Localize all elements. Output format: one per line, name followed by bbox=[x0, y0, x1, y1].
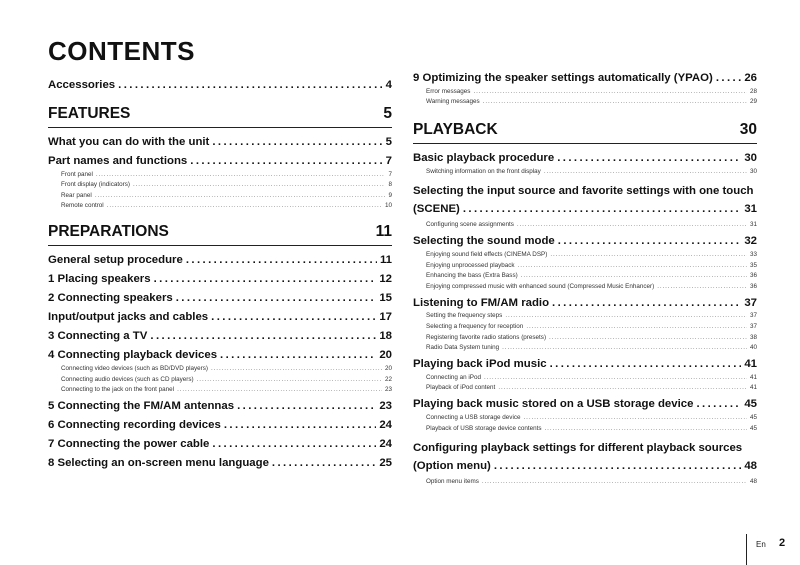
dot-leader bbox=[133, 181, 386, 188]
toc-entry-page: 32 bbox=[744, 235, 757, 248]
usb-entry-group bbox=[413, 398, 757, 431]
toc-entry[interactable] bbox=[48, 311, 392, 323]
toc-subentry[interactable] bbox=[48, 181, 392, 188]
section-heading: FEATURES bbox=[48, 105, 131, 122]
toc-entry-page: 18 bbox=[379, 330, 392, 343]
toc-subentry[interactable] bbox=[48, 171, 392, 178]
toc-entry-page: 7 bbox=[385, 155, 392, 167]
toc-entry-page: 40 bbox=[749, 344, 757, 352]
toc-subentry[interactable] bbox=[48, 376, 392, 383]
toc-entry-label: Playing back iPod music bbox=[413, 358, 547, 371]
toc-entry-page: 37 bbox=[749, 322, 757, 330]
dot-leader bbox=[558, 235, 742, 247]
section-preparations[interactable] bbox=[48, 223, 392, 246]
toc-entry[interactable] bbox=[413, 235, 757, 247]
sound-entry-group bbox=[413, 235, 757, 289]
toc-entry-label: Warning messages bbox=[426, 98, 480, 106]
toc-subentry[interactable] bbox=[413, 88, 757, 95]
toc-entry[interactable] bbox=[413, 297, 757, 309]
dot-leader bbox=[549, 334, 747, 341]
toc-entry-page: 31 bbox=[744, 202, 757, 215]
section-heading: PREPARATIONS bbox=[48, 223, 169, 241]
toc-entry-page: 20 bbox=[384, 364, 392, 372]
dot-leader bbox=[95, 192, 386, 199]
toc-entry-label: 6 Connecting recording devices bbox=[48, 419, 221, 432]
footer-language: En bbox=[756, 540, 766, 549]
toc-subentry[interactable] bbox=[413, 374, 757, 381]
toc-entry-label: Accessories bbox=[48, 79, 116, 91]
toc-entry-label: Option menu items bbox=[426, 478, 479, 486]
toc-entry-page: 41 bbox=[749, 373, 757, 381]
toc-entry-label: Playback of iPod content bbox=[426, 384, 496, 392]
footer-page-number: 2 bbox=[779, 537, 786, 549]
dot-leader bbox=[552, 297, 741, 309]
toc-entry[interactable] bbox=[413, 358, 757, 370]
toc-entry-label: 8 Selecting an on-screen menu language bbox=[48, 457, 269, 470]
dot-leader bbox=[716, 72, 742, 84]
dot-leader bbox=[482, 478, 747, 485]
toc-entry-label-line1: Selecting the input source and favorite settings with one touch bbox=[413, 184, 754, 197]
toc-entry-label: Playback of USB storage device contents bbox=[426, 424, 542, 432]
dot-leader bbox=[96, 171, 386, 178]
dot-leader bbox=[521, 272, 747, 279]
toc-entry-page: 41 bbox=[749, 384, 757, 392]
toc-entry-page: 45 bbox=[744, 398, 757, 411]
toc-entry[interactable] bbox=[413, 72, 757, 84]
toc-entry-label: Part names and functions bbox=[48, 155, 188, 167]
dot-leader bbox=[220, 349, 376, 361]
toc-entry-page: 33 bbox=[749, 250, 757, 258]
toc-entry-label: 2 Connecting speakers bbox=[48, 292, 173, 305]
toc-entry-page: 24 bbox=[379, 419, 392, 432]
toc-entry-label: Input/output jacks and cables bbox=[48, 311, 209, 324]
section-page: 30 bbox=[739, 121, 757, 139]
toc-entry-page: 31 bbox=[749, 221, 757, 229]
dot-leader bbox=[550, 358, 742, 370]
toc-entry[interactable] bbox=[413, 398, 757, 410]
toc-entry-page: 37 bbox=[749, 312, 757, 320]
toc-entry-label: Rear panel bbox=[61, 191, 92, 199]
toc-entry-label: Registering favorite radio stations (presets) bbox=[426, 333, 547, 341]
dot-leader bbox=[107, 202, 382, 209]
toc-entry-option-menu[interactable] bbox=[413, 439, 757, 475]
basic-entry-group bbox=[413, 152, 757, 175]
preparations-entries bbox=[48, 254, 392, 469]
toc-entry[interactable] bbox=[48, 438, 392, 450]
toc-entry-label: 3 Connecting a TV bbox=[48, 330, 148, 343]
toc-entry-page: 36 bbox=[749, 272, 757, 280]
toc-subentry[interactable] bbox=[413, 312, 757, 319]
toc-entry-label: Listening to FM/AM radio bbox=[413, 296, 550, 309]
toc-entry[interactable] bbox=[48, 155, 392, 167]
dot-leader bbox=[524, 414, 747, 421]
toc-subentry[interactable] bbox=[48, 386, 392, 393]
toc-entry[interactable] bbox=[48, 136, 392, 148]
toc-entry-label: Enjoying compressed music with enhanced sound (Compressed Music Enhancer) bbox=[426, 282, 655, 290]
dot-leader bbox=[211, 365, 382, 372]
toc-entry-page: 10 bbox=[384, 202, 392, 210]
toc-entry-label: Switching information on the front display bbox=[426, 167, 541, 175]
toc-entry-page: 5 bbox=[385, 136, 392, 148]
toc-entry-page: 23 bbox=[379, 400, 392, 413]
toc-entry[interactable] bbox=[48, 273, 392, 285]
toc-entry-page: 25 bbox=[379, 457, 392, 470]
radio-entry-group bbox=[413, 297, 757, 351]
dot-leader bbox=[463, 200, 741, 218]
toc-subentry[interactable] bbox=[413, 323, 757, 330]
dot-leader bbox=[526, 323, 747, 330]
toc-entry-page: 24 bbox=[379, 438, 392, 451]
toc-entry-label: General setup procedure bbox=[48, 254, 183, 267]
section-features[interactable] bbox=[48, 105, 392, 128]
dot-leader bbox=[557, 152, 741, 164]
toc-entry-page: 23 bbox=[384, 386, 392, 394]
toc-subentry[interactable] bbox=[413, 478, 757, 485]
toc-subentry[interactable] bbox=[413, 344, 757, 351]
toc-entry-page: 30 bbox=[744, 152, 757, 165]
toc-entry-accessories[interactable] bbox=[48, 79, 392, 91]
toc-entry-page: 45 bbox=[749, 424, 757, 432]
toc-entry-label: Radio Data System tuning bbox=[426, 344, 500, 352]
dot-leader bbox=[272, 457, 376, 469]
dot-leader bbox=[498, 384, 747, 391]
toc-entry-page: 41 bbox=[744, 358, 757, 371]
dot-leader bbox=[237, 400, 376, 412]
toc-entry-label: Playing back music stored on a USB storage device bbox=[413, 398, 694, 411]
toc-entry-label: 4 Connecting playback devices bbox=[48, 349, 218, 362]
toc-entry-page: 12 bbox=[379, 273, 392, 286]
toc-entry[interactable] bbox=[48, 419, 392, 431]
toc-entry[interactable] bbox=[48, 292, 392, 304]
scene-subentries bbox=[413, 221, 757, 228]
toc-entry-label: Remote control bbox=[61, 202, 104, 210]
toc-entry-label: Enjoying sound field effects (CINEMA DSP) bbox=[426, 250, 548, 258]
dot-leader bbox=[212, 136, 382, 148]
toc-entry-label: Connecting audio devices (such as CD players) bbox=[61, 375, 194, 383]
toc-entry-page: 7 bbox=[388, 170, 392, 178]
features-entries bbox=[48, 136, 392, 209]
toc-entry-page: 35 bbox=[749, 261, 757, 269]
toc-entry[interactable] bbox=[48, 330, 392, 342]
dot-leader bbox=[483, 98, 747, 105]
toc-entry-page: 48 bbox=[744, 459, 757, 472]
toc-subentry[interactable] bbox=[48, 365, 392, 372]
toc-entry-page: 29 bbox=[749, 98, 757, 106]
option-subentries bbox=[413, 478, 757, 485]
dot-leader bbox=[473, 88, 747, 95]
dot-leader bbox=[517, 221, 747, 228]
toc-entry-page: 9 bbox=[388, 191, 392, 199]
footer-divider bbox=[746, 534, 747, 565]
dot-leader bbox=[212, 438, 376, 450]
toc-entry-label-line1: Configuring playback settings for different playback sources bbox=[413, 441, 743, 454]
toc-entry-page: 4 bbox=[385, 79, 392, 91]
toc-entry[interactable] bbox=[48, 349, 392, 361]
section-heading: PLAYBACK bbox=[413, 121, 498, 139]
toc-entry-label: Setting the frequency steps bbox=[426, 312, 503, 320]
toc-entry-page: 48 bbox=[749, 478, 757, 486]
dot-leader bbox=[545, 425, 747, 432]
section-playback[interactable] bbox=[413, 121, 757, 144]
toc-subentry[interactable] bbox=[413, 414, 757, 421]
toc-entry-page: 30 bbox=[749, 167, 757, 175]
toc-entry-label: Error messages bbox=[426, 87, 471, 95]
toc-entry-label: Connecting a USB storage device bbox=[426, 413, 521, 421]
page-title: CONTENTS bbox=[48, 36, 195, 66]
dot-leader bbox=[657, 283, 747, 290]
dot-leader bbox=[518, 262, 747, 269]
toc-entry-scene[interactable] bbox=[413, 182, 757, 218]
toc-subentry[interactable] bbox=[413, 221, 757, 228]
dot-leader bbox=[550, 251, 747, 258]
toc-entry-label: Selecting the sound mode bbox=[413, 235, 555, 248]
toc-entry-page: 17 bbox=[379, 311, 392, 324]
toc-entry-label: Connecting to the jack on the front panel bbox=[61, 386, 175, 394]
toc-subentry[interactable] bbox=[413, 251, 757, 258]
toc-entry-page: 37 bbox=[744, 296, 757, 309]
dot-leader bbox=[150, 330, 376, 342]
dot-leader bbox=[176, 292, 377, 304]
dot-leader bbox=[190, 155, 382, 167]
toc-entry-label: Selecting a frequency for reception bbox=[426, 322, 524, 330]
section-page: 11 bbox=[375, 223, 392, 241]
dot-leader bbox=[197, 376, 382, 383]
toc-entry-page: 36 bbox=[749, 282, 757, 290]
toc-subentry[interactable] bbox=[413, 168, 757, 175]
toc-entry-label: Enjoying unprocessed playback bbox=[426, 261, 515, 269]
dot-leader bbox=[177, 386, 382, 393]
toc-entry-label-line2: (SCENE) bbox=[413, 202, 460, 215]
dot-leader bbox=[484, 374, 747, 381]
toc-entry-page: 28 bbox=[749, 87, 757, 95]
toc-entry-label: 1 Placing speakers bbox=[48, 273, 151, 286]
toc-entry-page: 26 bbox=[744, 72, 757, 84]
toc-left-column bbox=[48, 72, 392, 469]
toc-entry-page: 8 bbox=[388, 181, 392, 189]
toc-entry-label: 5 Connecting the FM/AM antennas bbox=[48, 400, 235, 413]
ypao-entry-group bbox=[413, 72, 757, 105]
dot-leader bbox=[502, 344, 747, 351]
toc-entry-label-line2: (Option menu) bbox=[413, 459, 491, 472]
toc-entry[interactable] bbox=[48, 400, 392, 412]
toc-entry-label: Connecting video devices (such as BD/DVD players) bbox=[61, 364, 208, 372]
dot-leader bbox=[544, 168, 747, 175]
dot-leader bbox=[186, 254, 377, 266]
section-page: 5 bbox=[383, 105, 392, 122]
toc-entry-page: 11 bbox=[379, 254, 392, 267]
toc-entry[interactable] bbox=[48, 457, 392, 469]
toc-entry-label: Front panel bbox=[61, 170, 93, 178]
toc-subentry[interactable] bbox=[413, 283, 757, 290]
toc-entry-page: 22 bbox=[384, 375, 392, 383]
toc-subentry[interactable] bbox=[48, 192, 392, 199]
toc-entry-label: Front display (indicators) bbox=[61, 181, 130, 189]
dot-leader bbox=[211, 311, 376, 323]
toc-entry-label: Enhancing the bass (Extra Bass) bbox=[426, 272, 518, 280]
toc-subentry[interactable] bbox=[413, 425, 757, 432]
toc-entry[interactable] bbox=[413, 152, 757, 164]
toc-entry[interactable] bbox=[48, 254, 392, 266]
toc-entry-label: Connecting an iPod bbox=[426, 373, 481, 381]
toc-entry-page: 45 bbox=[749, 413, 757, 421]
toc-subentry[interactable] bbox=[413, 272, 757, 279]
toc-subentry[interactable] bbox=[413, 334, 757, 341]
toc-entry-page: 15 bbox=[379, 292, 392, 305]
dot-leader bbox=[224, 419, 377, 431]
toc-entry-label: 7 Connecting the power cable bbox=[48, 438, 210, 451]
toc-entry-label: What you can do with the unit bbox=[48, 136, 210, 148]
dot-leader bbox=[494, 457, 742, 475]
dot-leader bbox=[154, 273, 377, 285]
toc-entry-label: Basic playback procedure bbox=[413, 152, 555, 165]
dot-leader bbox=[118, 79, 383, 91]
toc-subentry[interactable] bbox=[413, 384, 757, 391]
toc-entry-page: 20 bbox=[379, 349, 392, 362]
toc-entry-label: Configuring scene assignments bbox=[426, 221, 514, 229]
dot-leader bbox=[505, 312, 747, 319]
ipod-entry-group bbox=[413, 358, 757, 391]
toc-right-column bbox=[413, 72, 757, 485]
toc-subentry[interactable] bbox=[48, 202, 392, 209]
toc-subentry[interactable] bbox=[413, 98, 757, 105]
toc-entry-page: 38 bbox=[749, 333, 757, 341]
toc-entry-label: 9 Optimizing the speaker settings automatically (YPAO) bbox=[413, 72, 713, 84]
dot-leader bbox=[696, 398, 741, 410]
toc-subentry[interactable] bbox=[413, 262, 757, 269]
